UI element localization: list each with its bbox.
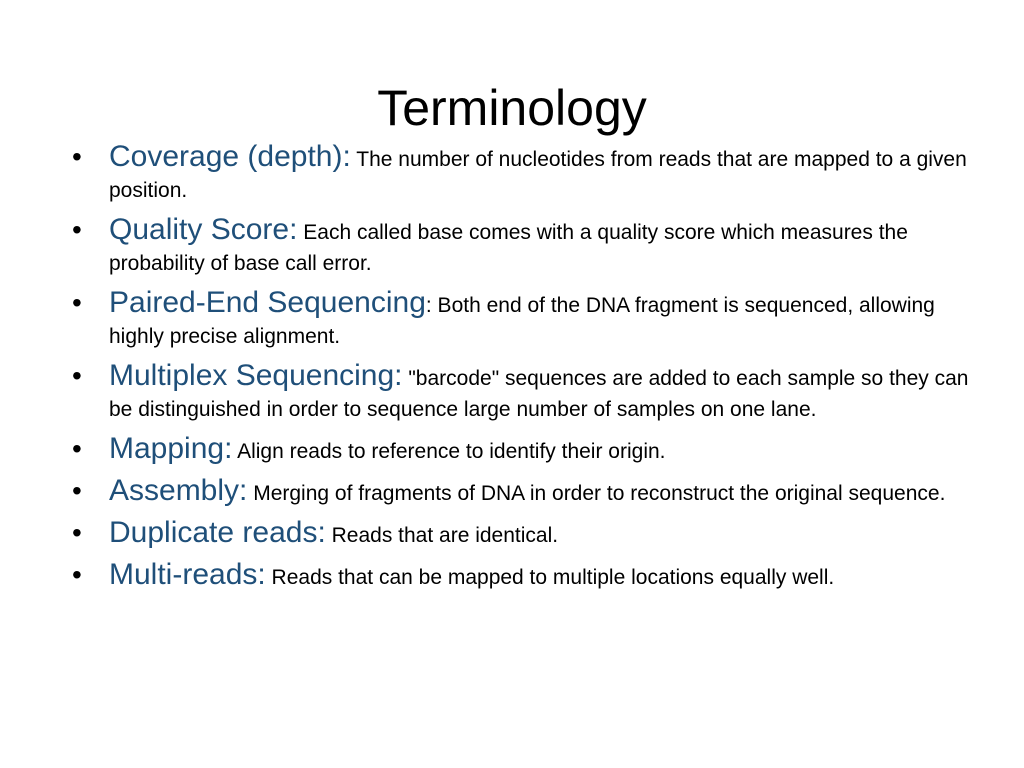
bullet-icon: • [72,141,82,172]
term-label: Coverage (depth): [109,140,351,173]
term-description: Merging of fragments of DNA in order to reconstruct the original sequence. [247,482,946,505]
term-label: Duplicate reads: [109,516,326,549]
term-description: Reads that can be mapped to multiple locations equally well. [265,566,835,589]
list-item [72,140,972,207]
term-description: "barcode" sequences are added to each sample so they can be distinguished in order to sequence large number of samples on one lane. [109,367,969,421]
list-item [72,286,972,353]
bullet-icon: • [72,559,82,590]
term-label: Multiplex Sequencing: [109,359,403,392]
list-item [72,474,972,510]
terminology-list [72,140,972,600]
term-label: Assembly: [109,474,248,507]
bullet-icon: • [72,517,82,548]
bullet-icon: • [72,475,82,506]
term-label: Mapping: [109,432,233,465]
term-description: : Both end of the DNA fragment is sequenced, allowing highly precise alignment. [109,294,935,348]
term-description: Align reads to reference to identify their origin. [232,440,666,463]
bullet-icon: • [72,360,82,391]
bullet-icon: • [72,287,82,318]
list-item [72,359,972,426]
list-item [72,516,972,552]
term-description: Reads that are identical. [325,524,559,547]
list-item [72,432,972,468]
list-item [72,558,972,594]
term-label: Paired-End Sequencing [109,286,426,319]
term-description: The number of nucleotides from reads that are mapped to a given position. [109,148,967,202]
bullet-icon: • [72,433,82,464]
slide-title: Terminology [377,79,647,136]
term-description: Each called base comes with a quality score which measures the probability of base call error. [109,221,908,275]
term-label: Quality Score: [109,213,298,246]
list-item [72,213,972,280]
term-label: Multi-reads: [109,558,266,591]
bullet-icon: • [72,214,82,245]
